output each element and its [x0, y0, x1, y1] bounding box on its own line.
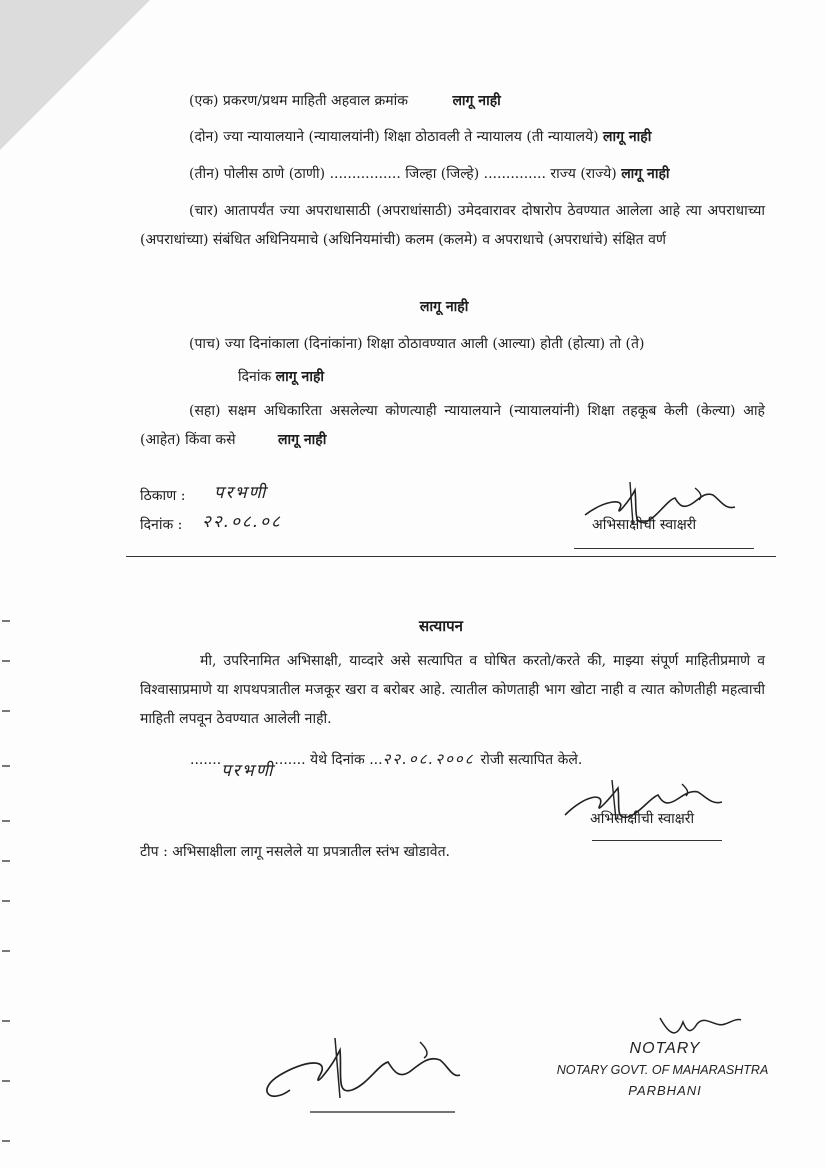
verification-mid-text: ....... येथे दिनांक ...: [274, 752, 383, 768]
notary-govt: NOTARY GOVT. OF MAHARASHTRA: [556, 1063, 769, 1077]
place-label: ठिकाण :: [140, 488, 186, 504]
item-three-label: (तीन) पोलीस ठाणे (ठाणी) ................ जिल्हा (जिल्हे) .............. राज्य (राज्ये): [189, 166, 617, 182]
notary-title: NOTARY: [629, 1040, 701, 1057]
verification-body: मी, उपरिनामित अभिसाक्षी, याव्दारे असे सत्यापित व घोषित करतो/करते की, माझ्या संपूर्ण माहितीप्रमाणे व विश्वासाप्रमाणे या शपथपत्रातील मजकूर खरा व बरोबर आहे. त्यातील कोणताही भाग खोटा नाही व त्यात कोणतीही महत्वाची माहिती लपवून ठेवण्यात आलेली नाही.: [140, 653, 765, 727]
item-two-label: (दोन) ज्या न्यायालयाने (न्यायालयांनी) शिक्षा ठोठावली ते न्यायालय (ती न्यायालये): [189, 129, 599, 145]
verification-suffix: रोजी सत्यापित केले.: [480, 752, 583, 768]
deponent-signature-caption: अभिसाक्षीची स्वाक्षरी: [592, 517, 697, 533]
item-one: [189, 92, 501, 110]
notary-place: PARBHANI: [628, 1083, 702, 1098]
item-four-text: (चार) आतापर्यंत ज्या अपराधासाठी (अपराधांसाठी) उमेदवारावर दोषारोप ठेवण्यात आलेला आहे त्या अपराधाच्या (अपराधांच्या) संबंधित अधिनियमाचे (अधिनियमांची) कलम (कलमे) व अपराधाचे (अपराधांचे) संक्षित वर्ण: [140, 203, 765, 248]
section-divider: [126, 556, 776, 557]
verification-heading: सत्यापन: [419, 617, 463, 635]
item-six-value: लागू नाही: [278, 432, 327, 448]
verification-signature-underline: [592, 840, 722, 841]
item-five-date: [238, 368, 324, 386]
item-six-text: (सहा) सक्षम अधिकारिता असलेल्या कोणत्याही न्यायालयाने (न्यायालयांनी) शिक्षा तहकूब केली (केल्या) आहे (आहेत) किंवा कसे: [140, 403, 765, 448]
item-five-value: लागू नाही: [275, 369, 325, 385]
notary-signature: [655, 1008, 745, 1043]
date-handwritten: २२.०८.०८: [202, 512, 282, 532]
folded-corner: [0, 0, 150, 150]
item-four-value: लागू नाही: [420, 299, 469, 315]
date-label: दिनांक :: [140, 517, 183, 533]
item-five-text: (पाच) ज्या दिनांकाला (दिनांकांना) शिक्षा ठोठावण्यात आली (आल्या) होती (होत्या) तो (ते): [189, 336, 645, 352]
item-one-value: लागू नाही: [452, 93, 501, 109]
verification-dots-prefix: .......: [190, 752, 222, 768]
verification-date-line: [190, 750, 583, 781]
item-six: [140, 397, 765, 455]
item-five-date-label: दिनांक: [238, 369, 272, 385]
verification-date-handwritten: २२.०८.२००८: [382, 750, 475, 768]
verification-signature-caption: अभिसाक्षीची स्वाक्षरी: [590, 811, 695, 827]
signature-underline: [574, 548, 754, 549]
page-edge-marks: [0, 600, 14, 1160]
deponent-signature-bottom: [250, 1020, 465, 1120]
item-two-value: लागू नाही: [603, 129, 652, 145]
verification-place-handwritten: परभणी: [221, 761, 275, 781]
item-three-value: लागू नाही: [621, 166, 670, 182]
deponent-signature-top: [575, 470, 750, 550]
item-one-label: (एक) प्रकरण/प्रथम माहिती अहवाल क्रमांक: [189, 93, 408, 109]
item-three: [189, 165, 670, 183]
footnote: टीप : अभिसाक्षीला लागू नसलेले या प्रपत्रातील स्तंभ खोडावेत.: [140, 844, 450, 860]
place-handwritten: परभणी: [214, 483, 268, 503]
deponent-signature-verification: [560, 770, 730, 840]
item-two: [189, 128, 651, 146]
